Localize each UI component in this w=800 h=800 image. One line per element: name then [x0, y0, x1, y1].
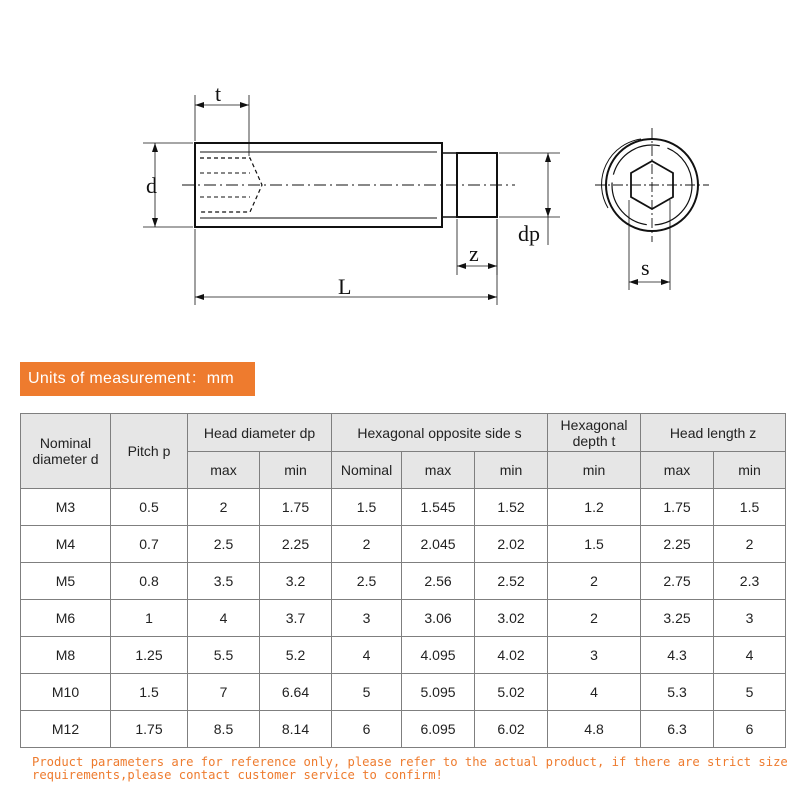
- table-cell: 8.14: [260, 711, 332, 748]
- table-cell: 1.2: [548, 489, 641, 526]
- subheader-cell: min: [260, 452, 332, 489]
- label-z: z: [469, 241, 479, 266]
- table-cell: 5.095: [402, 674, 475, 711]
- table-row: [21, 489, 786, 526]
- table-cell: 2.25: [260, 526, 332, 563]
- table-body: [21, 489, 786, 748]
- header-nominal-diameter: Nominal diameter d: [21, 414, 111, 489]
- label-dp: dp: [518, 221, 540, 246]
- header-hex-depth: Hexagonal depth t: [548, 414, 641, 452]
- table-cell: 1: [111, 600, 188, 637]
- table-cell: 5.2: [260, 637, 332, 674]
- header-hex-opposite-side: Hexagonal opposite side s: [332, 414, 548, 452]
- table-cell: 1.5: [714, 489, 786, 526]
- table-cell: 1.5: [548, 526, 641, 563]
- table-cell: 2: [332, 526, 402, 563]
- table-cell: 3: [548, 637, 641, 674]
- header-head-length: Head length z: [641, 414, 786, 452]
- table-cell: 2.045: [402, 526, 475, 563]
- table-cell: 1.545: [402, 489, 475, 526]
- table-cell: 4: [188, 600, 260, 637]
- table-cell: 2: [714, 526, 786, 563]
- subheader-cell: min: [714, 452, 786, 489]
- table-cell: 1.25: [111, 637, 188, 674]
- table-cell: 6.095: [402, 711, 475, 748]
- table-cell-size: M12: [21, 711, 111, 748]
- table-cell: 1.52: [475, 489, 548, 526]
- table-cell: 3.25: [641, 600, 714, 637]
- table-row: [21, 600, 786, 637]
- table-cell: 0.7: [111, 526, 188, 563]
- table-row: [21, 711, 786, 748]
- table-cell-size: M10: [21, 674, 111, 711]
- table-cell-size: M3: [21, 489, 111, 526]
- header-head-diameter: Head diameter dp: [188, 414, 332, 452]
- table-cell: 4.095: [402, 637, 475, 674]
- table-cell: 2.52: [475, 563, 548, 600]
- table-cell: 0.8: [111, 563, 188, 600]
- label-L: L: [338, 274, 352, 299]
- footnote: Product parameters are for reference only, please refer to the actual product, if there are strict size requirements,please contact customer service to confirm!: [32, 755, 788, 782]
- table-cell: 2: [188, 489, 260, 526]
- table-cell: 0.5: [111, 489, 188, 526]
- table-cell: 4: [332, 637, 402, 674]
- set-screw-technical-drawing: [0, 0, 800, 350]
- label-s: s: [641, 255, 650, 280]
- table-cell: 6.3: [641, 711, 714, 748]
- table-cell: 4.02: [475, 637, 548, 674]
- table-cell-size: M8: [21, 637, 111, 674]
- subheader-cell: max: [402, 452, 475, 489]
- table-cell: 5: [714, 674, 786, 711]
- table-cell: 1.75: [641, 489, 714, 526]
- subheader-cell: Nominal: [332, 452, 402, 489]
- table-cell: 2.5: [332, 563, 402, 600]
- table-cell: 2.25: [641, 526, 714, 563]
- label-d: d: [146, 173, 157, 198]
- table-cell: 2.75: [641, 563, 714, 600]
- table-cell: 2.02: [475, 526, 548, 563]
- table-cell: 6: [332, 711, 402, 748]
- table-row: [21, 674, 786, 711]
- table-cell: 3.06: [402, 600, 475, 637]
- table-cell: 4.3: [641, 637, 714, 674]
- table-cell: 3.2: [260, 563, 332, 600]
- table-cell: 3.7: [260, 600, 332, 637]
- table-row: [21, 526, 786, 563]
- table-cell: 4.8: [548, 711, 641, 748]
- table-cell: 1.5: [111, 674, 188, 711]
- table-cell: 5.02: [475, 674, 548, 711]
- table-cell: 8.5: [188, 711, 260, 748]
- table-cell: 1.5: [332, 489, 402, 526]
- subheader-cell: min: [548, 452, 641, 489]
- subheader-cell: max: [188, 452, 260, 489]
- table-cell: 4: [548, 674, 641, 711]
- table-cell: 2.5: [188, 526, 260, 563]
- table-cell: 3.5: [188, 563, 260, 600]
- spec-table: [20, 413, 786, 748]
- side-view: [143, 95, 560, 305]
- table-cell: 1.75: [111, 711, 188, 748]
- end-view: [595, 128, 709, 290]
- table-cell: 5.3: [641, 674, 714, 711]
- table-cell: 1.75: [260, 489, 332, 526]
- table-cell: 2.56: [402, 563, 475, 600]
- table-cell: 6: [714, 711, 786, 748]
- label-t: t: [215, 81, 222, 106]
- table-cell: 4: [714, 637, 786, 674]
- table-cell: 2: [548, 563, 641, 600]
- table-cell-size: M5: [21, 563, 111, 600]
- table-cell: 6.64: [260, 674, 332, 711]
- table-cell: 3: [714, 600, 786, 637]
- table-cell: 7: [188, 674, 260, 711]
- table-cell: 5.5: [188, 637, 260, 674]
- subheader-cell: max: [641, 452, 714, 489]
- table-cell: 3.02: [475, 600, 548, 637]
- table-cell: 2: [548, 600, 641, 637]
- subheader-cell: min: [475, 452, 548, 489]
- table-cell: 2.3: [714, 563, 786, 600]
- table-cell-size: M4: [21, 526, 111, 563]
- units-banner: Units of measurement：mm: [20, 362, 255, 396]
- table-row: [21, 637, 786, 674]
- header-pitch: Pitch p: [111, 414, 188, 489]
- table-row: [21, 563, 786, 600]
- table-cell: 6.02: [475, 711, 548, 748]
- table-cell: 3: [332, 600, 402, 637]
- table-cell-size: M6: [21, 600, 111, 637]
- table-cell: 5: [332, 674, 402, 711]
